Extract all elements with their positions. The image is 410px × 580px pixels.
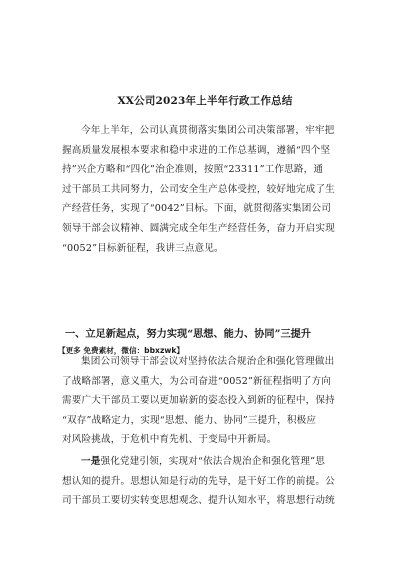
section-heading: 一、立足新起点，努力实现“思想、能力、协同”三提升 xyxy=(65,328,312,340)
body-line: “双存”战略定力，实现“思想、能力、协同”三提升，积极应 xyxy=(62,414,317,426)
body-line-rest: 强化党建引领，实现对“依法合规治企和强化管理”思 xyxy=(100,456,325,467)
intro-line: 产经营任务，实现了“0042”目标。下面，就贯彻落实集团公司 xyxy=(62,203,331,215)
section-paragraph-2 xyxy=(62,452,348,511)
intro-line: 领导干部会议精神、圆满完成全年生产经营任务，奋力开启实现 xyxy=(62,222,335,234)
body-line: 想认知的提升。思想认知是行动的先导，是干好工作的前提。公 xyxy=(62,475,335,487)
intro-line: 握高质量发展根本要求和稳中求进的工作总基调，遵循“四个坚 xyxy=(62,144,331,156)
body-line: 了战略部署，意义重大，为公司奋进“0052”新征程指明了方向 xyxy=(62,375,331,387)
intro-line: 持”兴企方略和“四化”治企准则，按照“23311”工作思路，通 xyxy=(62,164,324,176)
intro-line: “0052”目标新征程，我讲三点意见。 xyxy=(62,242,224,254)
intro-paragraph xyxy=(62,121,348,258)
body-line: 需要广大干部员工要以更加崭新的姿态投入到新的征程中，保持 xyxy=(62,395,335,407)
body-line: 司干部员工要切实转变思想观念、提升认知水平，将思想行动统 xyxy=(62,495,335,507)
intro-line: 过干部员工共同努力，公司安全生产总体受控，较好地完成了生 xyxy=(62,183,335,195)
body-line xyxy=(62,452,348,472)
paragraph-lead: 一是 xyxy=(81,456,101,467)
section-paragraph-1 xyxy=(62,352,348,450)
body-line: 对风险挑战，于危机中育先机、于变局中开新局。 xyxy=(62,434,277,446)
document-title: XX公司2023年上半年行政工作总结 xyxy=(117,95,293,107)
promo-note: 【更多 免费素材，微信：bbxzwk】 xyxy=(58,346,185,355)
intro-line: 今年上半年，公司认真贯彻落实集团公司决策部署，牢牢把 xyxy=(81,125,335,136)
body-line: 集团公司领导干部会议对坚持依法合规治企和强化管理做出 xyxy=(81,356,335,367)
